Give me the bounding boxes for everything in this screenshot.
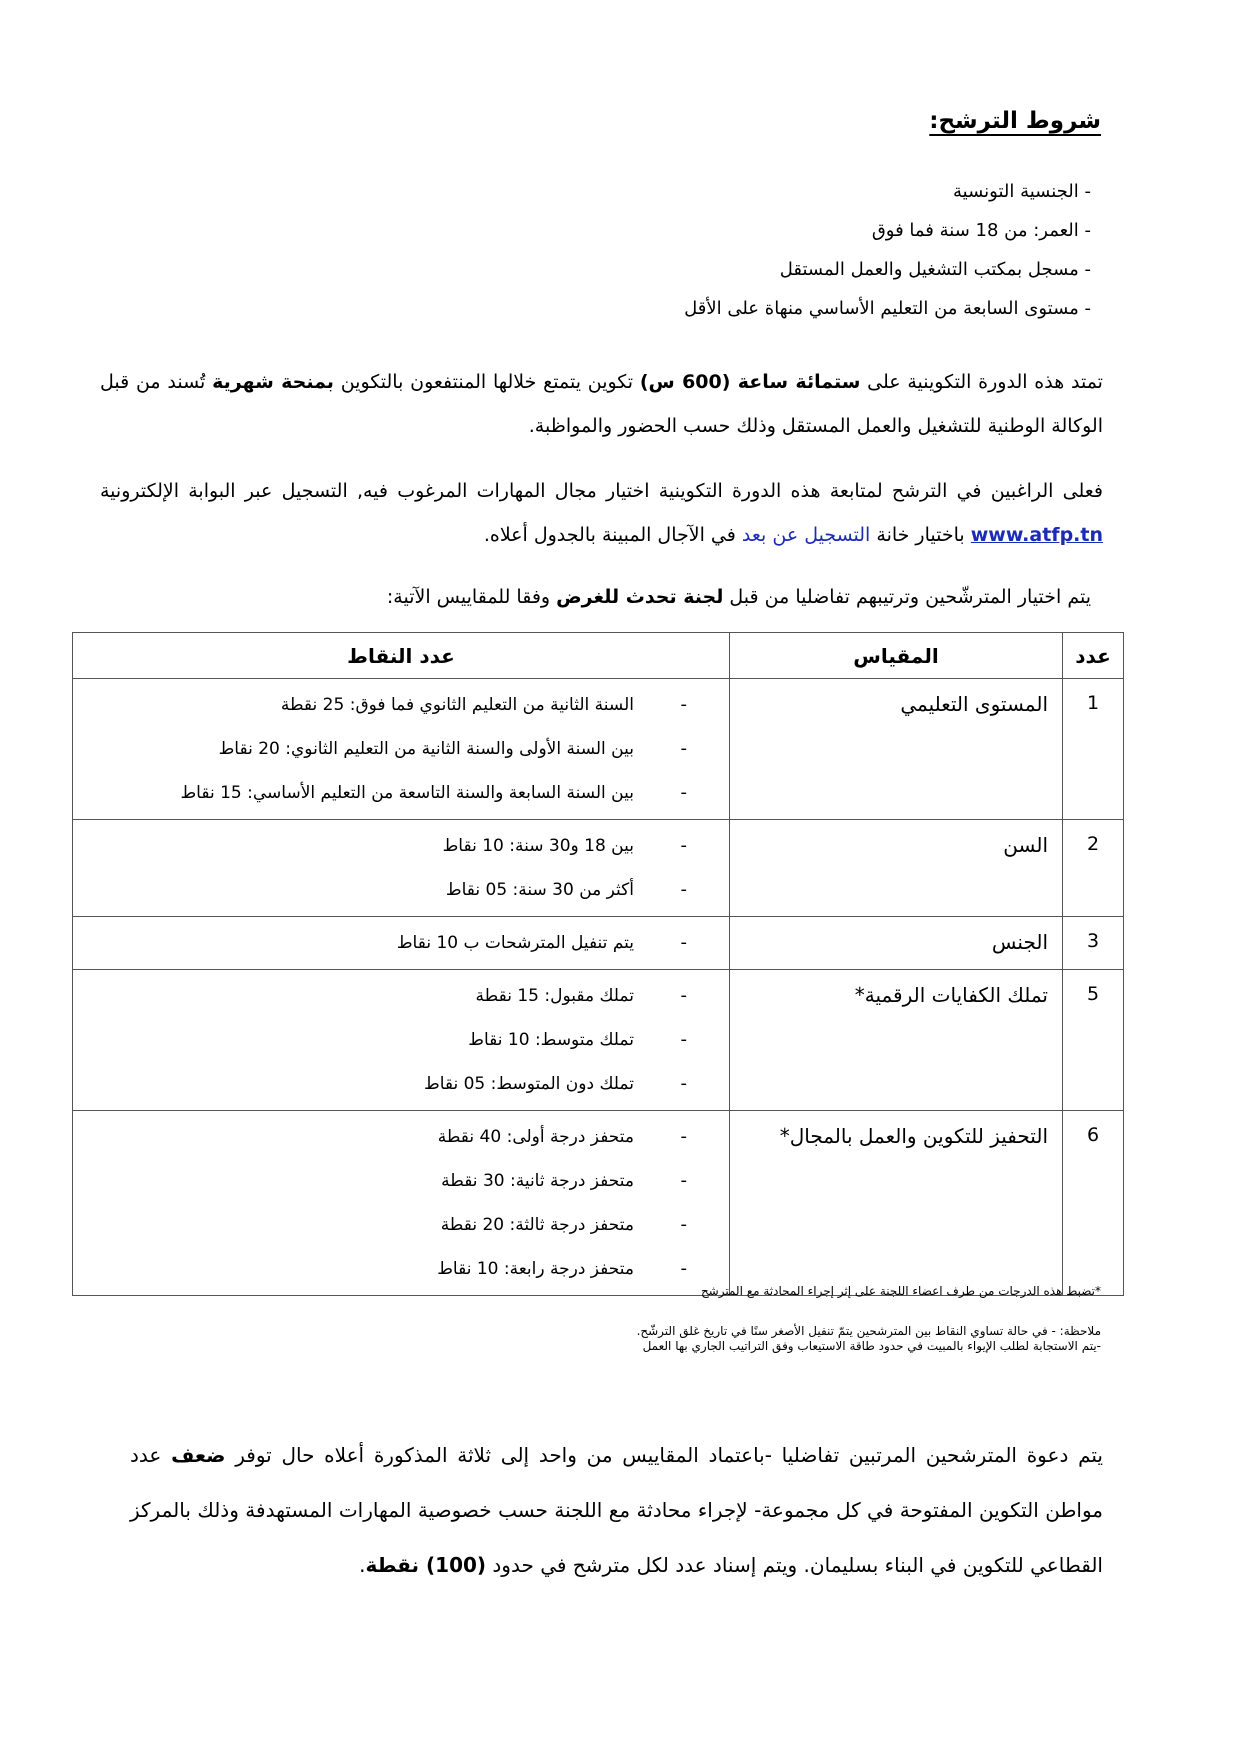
remark-line: ملاحظة: - في حالة تساوي النقاط بين المترشحين يتمّ تنفيل الأصغر سنًا في تاريخ غلق الترشّح.: [636, 1324, 1101, 1338]
text-run: يتم اختيار المترشّحين وترتيبهم تفاضليا من قبل: [723, 586, 1091, 608]
criterion-name: التحفيز للتكوين والعمل بالمجال*: [730, 1111, 1063, 1296]
table-row: [73, 820, 1124, 917]
points-cell: [73, 970, 730, 1111]
text-run: تكوين يتمتع خلالها المنتفعون بالتكوين: [333, 371, 640, 393]
header-points: عدد النقاط: [73, 633, 730, 679]
points-item: - بين السنة الأولى والسنة الثانية من التعليم الثانوي: 20 نقاط: [73, 727, 729, 771]
interview-paragraph: [130, 1428, 1103, 1593]
points-item: - تملك متوسط: 10 نقاط: [73, 1018, 729, 1062]
bold-text-run: لجنة تحدث للغرض: [556, 586, 724, 608]
remark-line: -يتم الاستجابة لطلب الإيواء بالمبيت في حدود طاقة الاستيعاب وفق التراتيب الجاري بها العمل: [642, 1339, 1101, 1353]
selection-criteria-table: [72, 632, 1124, 1296]
points-item: - تملك دون المتوسط: 05 نقاط: [73, 1062, 729, 1106]
remote-registration-option: التسجيل عن بعد: [741, 524, 871, 546]
text-run: تُسند من قبل الوكالة الوطنية للتشغيل والعمل المستقل وذلك حسب الحضور والمواظبة.: [100, 371, 1103, 437]
header-criterion: المقياس: [730, 633, 1063, 679]
criterion-name: الجنس: [730, 917, 1063, 970]
text-run: باختيار خانة: [870, 524, 971, 546]
points-cell: [73, 1111, 730, 1296]
points-item: - السنة الثانية من التعليم الثانوي فما فوق: 25 نقطة: [73, 683, 729, 727]
eligibility-heading: شروط الترشح:: [929, 108, 1101, 134]
points-item: - يتم تنفيل المترشحات ب 10 نقاط: [73, 921, 729, 965]
points-item: - أكثر من 30 سنة: 05 نقاط: [73, 868, 729, 912]
points-item: - بين السنة السابعة والسنة التاسعة من التعليم الأساسي: 15 نقاط: [73, 771, 729, 815]
registration-paragraph: [100, 469, 1103, 557]
training-duration-paragraph: [100, 360, 1103, 448]
text-run: تمتد هذه الدورة التكوينية على: [860, 371, 1103, 393]
table-row: [73, 1111, 1124, 1296]
table-header-row: [73, 633, 1124, 679]
row-number: 1: [1063, 679, 1124, 820]
points-cell: [73, 917, 730, 970]
bold-text-run: ستمائة ساعة (600 س): [639, 371, 861, 393]
text-run: في الآجال المبينة بالجدول أعلاه.: [483, 524, 742, 546]
remarks-note: [637, 1324, 1101, 1354]
points-item: - متحفز درجة ثانية: 30 نقطة: [73, 1159, 729, 1203]
row-number: 6: [1063, 1111, 1124, 1296]
points-cell: [73, 820, 730, 917]
table-row: [73, 679, 1124, 820]
text-run: عدد مواطن التكوين المفتوحة في كل مجموعة- لإجراء محادثة مع اللجنة حسب خصوصية المهارات المستهدفة وذلك بالمركز القطاعي للتكوين في البناء بسليمان. ويتم إسناد عدد لكل مترشح في حدود: [130, 1443, 1103, 1577]
bold-text-run: بمنحة شهرية: [212, 371, 334, 393]
criterion-name: المستوى التعليمي: [730, 679, 1063, 820]
row-number: 2: [1063, 820, 1124, 917]
condition-item: - الجنسية التونسية: [491, 172, 1091, 211]
points-item: - تملك مقبول: 15 نقطة: [73, 974, 729, 1018]
text-run: فعلى الراغبين في الترشح لمتابعة هذه الدورة التكوينية اختيار مجال المهارات المرغوب فيه, التسجيل عبر البوابة الإلكترونية: [100, 480, 1103, 502]
row-number: 3: [1063, 917, 1124, 970]
row-number: 5: [1063, 970, 1124, 1111]
table-row: [73, 970, 1124, 1111]
condition-item: - مستوى السابعة من التعليم الأساسي منهاة على الأقل: [491, 289, 1091, 328]
text-run: وفقا للمقاييس الآتية:: [386, 586, 557, 608]
bold-text-run: ضعف: [171, 1443, 226, 1467]
header-number: عدد: [1063, 633, 1124, 679]
points-item: - متحفز درجة رابعة: 10 نقاط: [73, 1247, 729, 1291]
selection-intro: [387, 586, 1091, 608]
criterion-name: السن: [730, 820, 1063, 917]
points-item: - متحفز درجة ثالثة: 20 نقطة: [73, 1203, 729, 1247]
atfp-portal-link[interactable]: www.atfp.tn: [970, 524, 1103, 546]
points-cell: [73, 679, 730, 820]
bold-text-run: (100) نقطة: [365, 1553, 487, 1577]
footnote-grading: *تضبط هذه الدرجات من طرف اعضاء اللجنة على إثر إجراء المحادثة مع المترشح: [700, 1284, 1101, 1298]
table-row: [73, 917, 1124, 970]
points-item: - متحفز درجة أولى: 40 نقطة: [73, 1115, 729, 1159]
text-run: يتم دعوة المترشحين المرتبين تفاضليا -باعتماد المقاييس من واحد إلى ثلاثة المذكورة أعلاه حال توفر: [225, 1443, 1103, 1467]
points-item: - بين 18 و30 سنة: 10 نقاط: [73, 824, 729, 868]
condition-item: - العمر: من 18 سنة فما فوق: [491, 211, 1091, 250]
condition-item: - مسجل بمكتب التشغيل والعمل المستقل: [491, 250, 1091, 289]
criterion-name: تملك الكفايات الرقمية*: [730, 970, 1063, 1111]
eligibility-conditions-list: [491, 172, 1091, 328]
text-run: .: [359, 1553, 366, 1577]
